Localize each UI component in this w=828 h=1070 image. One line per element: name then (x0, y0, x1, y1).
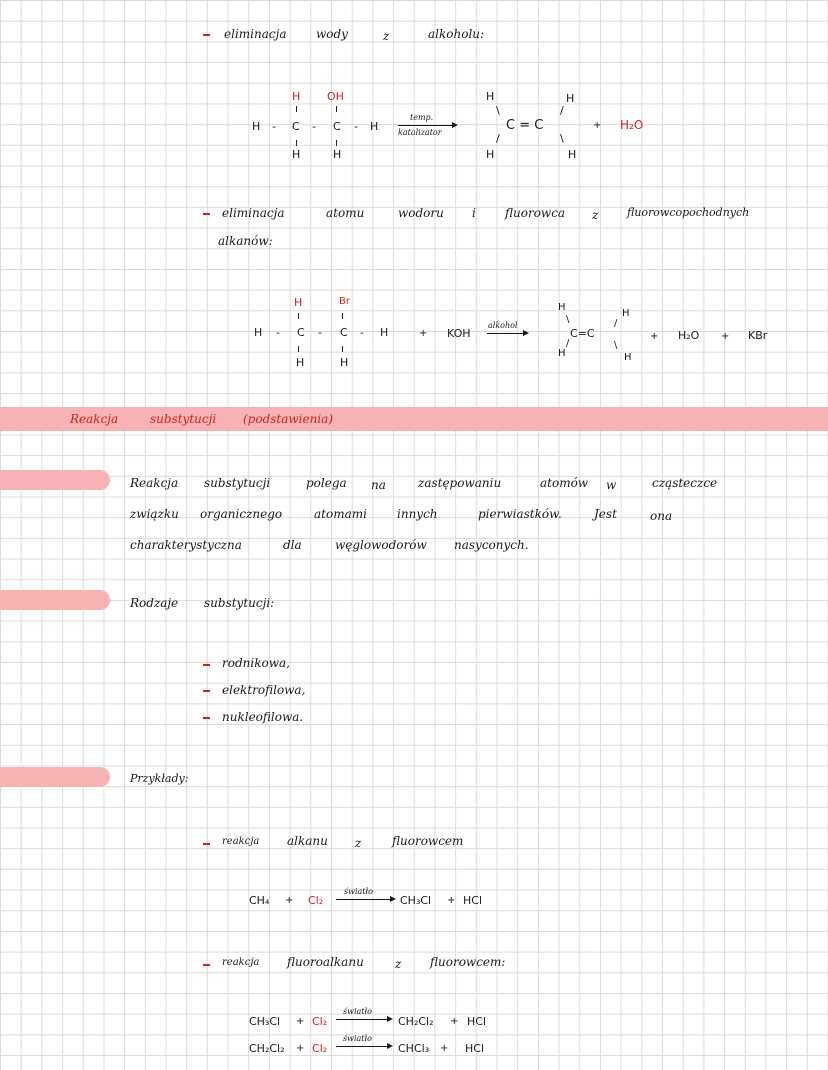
bond: - (312, 120, 316, 133)
formula: CH₃Cl (249, 1015, 281, 1028)
def-word: pierwiastków. (478, 507, 562, 521)
type-item: rodnikowa, (222, 656, 290, 670)
example-heading-word: reakcja (222, 836, 260, 847)
def-word: polega (306, 476, 347, 490)
highlight-band (0, 767, 110, 787)
reaction-arrow (336, 1019, 391, 1020)
def-word: cząsteczce (652, 476, 718, 490)
bond: - (272, 120, 276, 133)
def-word: Reakcja (130, 476, 179, 490)
def-word: substytucji (204, 476, 271, 490)
bond: / (566, 338, 570, 349)
bullet-dash (203, 843, 210, 845)
atom-h: H (294, 296, 303, 309)
example-heading-word: alkanu (287, 834, 328, 848)
bond: ı (341, 342, 345, 355)
atom-h: H (292, 90, 301, 103)
plus-sign: + (650, 331, 659, 342)
atom: C (333, 120, 341, 133)
def-word: dla (283, 538, 302, 552)
formula: CH₂Cl₂ (398, 1015, 434, 1028)
water-formula: H₂O (620, 118, 644, 132)
atom: C (292, 120, 300, 133)
plus-sign: + (419, 328, 428, 339)
heading-word: fluorowca (505, 206, 566, 220)
kbr-formula: KBr (748, 329, 768, 342)
def-word: atomami (314, 507, 367, 521)
bond: ı (341, 309, 345, 322)
def-word: organicznego (200, 507, 283, 521)
formula: Cl₂ (312, 1042, 328, 1055)
def-word: węglowodorów (335, 538, 427, 552)
example-heading-word: z (395, 957, 402, 971)
def-word: ona (650, 509, 673, 523)
bond: / (614, 318, 618, 329)
atom-h: H (558, 302, 566, 313)
bond: - (318, 326, 322, 339)
atom: H (252, 120, 261, 133)
bullet-dash (203, 34, 210, 36)
koh-formula: KOH (447, 327, 471, 340)
bond: \ (560, 132, 564, 145)
bond: - (354, 120, 358, 133)
bond: - (276, 326, 280, 339)
condition-label: temp. (410, 113, 434, 122)
atom-h: H (566, 92, 575, 105)
formula: CH₃Cl (400, 894, 432, 907)
heading-word: wodoru (398, 206, 444, 220)
title-band (0, 407, 828, 431)
formula: HCl (465, 1042, 485, 1055)
bond: - (360, 326, 364, 339)
bond: \ (614, 340, 618, 351)
def-word: związku (130, 507, 179, 521)
def-word: nasyconych. (454, 538, 529, 552)
reaction-arrow (336, 899, 394, 900)
types-label-word: Rodzaje (130, 596, 179, 610)
plus-sign: + (721, 331, 730, 342)
atom-h: H (622, 308, 630, 319)
heading-word: eliminacja (224, 27, 287, 41)
plus-sign: + (285, 895, 294, 906)
reaction-arrow (487, 333, 527, 334)
water-formula: H₂O (678, 329, 700, 342)
atom-h: H (568, 148, 577, 161)
example-heading-word: reakcja (222, 957, 260, 968)
example-heading-word: fluoroalkanu (287, 955, 364, 969)
type-item: nukleofilowa. (222, 710, 304, 724)
examples-label: Przykłady: (130, 772, 189, 785)
def-word: Jest (594, 507, 617, 521)
heading-word: z (592, 208, 599, 222)
atom-h: H (558, 348, 566, 359)
bullet-dash (203, 964, 210, 966)
section-title-word: (podstawienia) (243, 412, 334, 426)
bond: ı (295, 102, 299, 115)
double-bond-core: C = C (506, 118, 544, 133)
condition-label: światło (343, 1034, 372, 1043)
formula: CH₄ (249, 894, 270, 907)
bullet-dash (203, 717, 210, 719)
bond: ı (335, 102, 339, 115)
formula: HCl (467, 1015, 487, 1028)
example-heading-word: z (355, 836, 362, 850)
bromoalkane-molecule (252, 296, 392, 376)
bond: ı (297, 309, 301, 322)
section-title-word: substytucji (150, 412, 217, 426)
heading-word: fluorowcopochodnych (627, 206, 750, 219)
types-label-word: substytucji: (204, 596, 275, 610)
bond: ı (297, 342, 301, 355)
bullet-dash (203, 664, 210, 666)
condition-label: alkohol (488, 321, 518, 330)
bond: / (560, 104, 564, 117)
ethene-molecule (556, 302, 646, 372)
heading-word: i (472, 206, 476, 220)
formula: Cl₂ (312, 1015, 328, 1028)
def-word: innych (397, 507, 438, 521)
def-word: atomów (540, 476, 589, 490)
heading-word: wody (316, 27, 348, 41)
atom: H (333, 148, 342, 161)
formula: Cl₂ (308, 894, 324, 907)
formula: CHCl₃ (398, 1042, 430, 1055)
bond: \ (496, 104, 500, 117)
condition-label: światło (344, 887, 373, 896)
section-title-word: Reakcja (70, 412, 119, 426)
example-heading-word: fluorowcem: (430, 955, 506, 969)
atom-oh: OH (327, 90, 344, 103)
condition-label: katalizator (398, 128, 442, 137)
formula: CH₂Cl₂ (249, 1042, 285, 1055)
plus-sign: + (296, 1043, 305, 1054)
type-item: elektrofilowa, (222, 683, 306, 697)
bond: ı (335, 136, 339, 149)
atom: H (380, 326, 389, 339)
plus-sign: + (296, 1016, 305, 1027)
atom-h: H (624, 352, 632, 363)
def-word: charakterystyczna (130, 538, 242, 552)
def-word: zastępowaniu (418, 476, 502, 490)
heading-word: eliminacja (222, 206, 285, 220)
plus-sign: + (447, 895, 456, 906)
highlight-band (0, 590, 110, 610)
plus-sign: + (593, 120, 602, 131)
heading-word: z (383, 29, 390, 43)
highlight-band (0, 470, 110, 490)
heading-word: atomu (326, 206, 365, 220)
bond: \ (566, 314, 570, 325)
bond: / (496, 132, 500, 145)
def-word: na (371, 478, 386, 492)
atom: C (297, 326, 305, 339)
heading-word: alkoholu: (428, 27, 485, 41)
formula: HCl (463, 894, 483, 907)
def-word: w (606, 478, 617, 492)
bond: ı (295, 136, 299, 149)
atom: H (340, 356, 349, 369)
condition-label: światło (343, 1007, 372, 1016)
atom-h: H (486, 148, 495, 161)
atom: H (254, 326, 263, 339)
atom-h: H (486, 90, 495, 103)
atom: H (292, 148, 301, 161)
atom-br: Br (339, 296, 350, 307)
example-heading-word: fluorowcem (392, 834, 464, 848)
atom: C (340, 326, 348, 339)
heading-line2: alkanów: (218, 234, 273, 248)
bullet-dash (203, 690, 210, 692)
double-bond-core: C=C (570, 327, 595, 340)
reaction-arrow (336, 1046, 391, 1047)
reaction-arrow (398, 125, 456, 126)
plus-sign: + (440, 1043, 449, 1054)
ethene-molecule (480, 90, 590, 170)
bullet-dash (203, 213, 210, 215)
alcohol-molecule (250, 90, 390, 170)
atom: H (370, 120, 379, 133)
plus-sign: + (450, 1016, 459, 1027)
atom: H (296, 356, 305, 369)
